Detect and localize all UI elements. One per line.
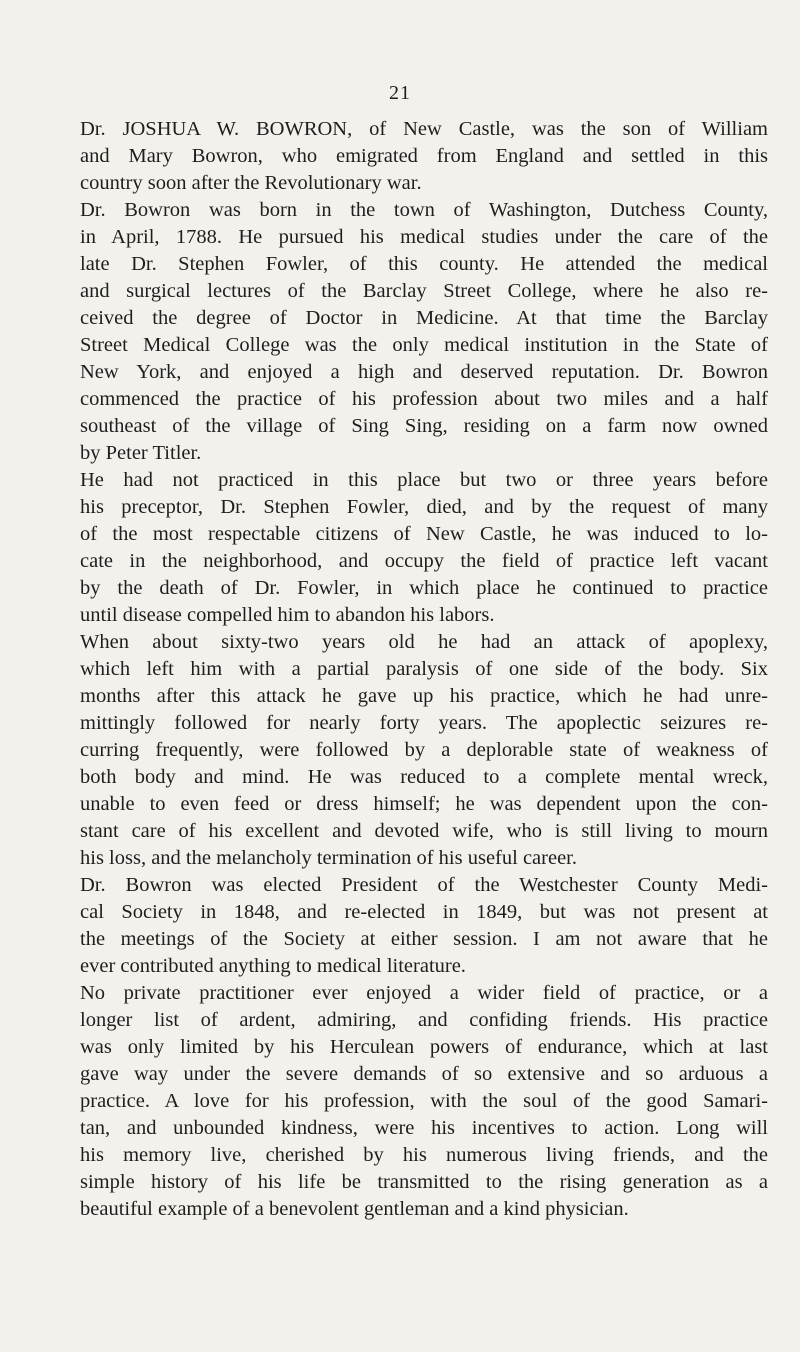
- text-line: Dr. Bowron was elected President of the Westchester County Medi-: [80, 874, 768, 896]
- text-line: simple history of his life be transmitted to the rising generation as a: [80, 1171, 768, 1193]
- text-line: by Peter Titler.: [80, 442, 202, 464]
- text-line: months after this attack he gave up his practice, which he had unre-: [80, 685, 768, 707]
- text-line: Dr. Bowron was born in the town of Washington, Dutchess County,: [80, 199, 768, 221]
- text-line: tan, and unbounded kindness, were his incentives to action. Long will: [80, 1117, 768, 1139]
- text-line: his memory live, cherished by his numerous living friends, and the: [80, 1144, 768, 1166]
- text-line: which left him with a partial paralysis of one side of the body. Six: [80, 658, 768, 680]
- text-line: cate in the neighborhood, and occupy the field of practice left vacant: [80, 550, 768, 572]
- text-line: commenced the practice of his profession about two miles and a half: [80, 388, 768, 410]
- text-line: the meetings of the Society at either session. I am not aware that he: [80, 928, 768, 950]
- text-line: longer list of ardent, admiring, and confiding friends. His practice: [80, 1009, 768, 1031]
- text-line: cal Society in 1848, and re-elected in 1849, but was not present at: [80, 901, 768, 923]
- text-line: stant care of his excellent and devoted wife, who is still living to mourn: [80, 820, 768, 842]
- text-line: curring frequently, were followed by a deplorable state of weakness of: [80, 739, 768, 761]
- text-line: of the most respectable citizens of New Castle, he was induced to lo-: [80, 523, 768, 545]
- text-line: Dr. JOSHUA W. BOWRON, of New Castle, was the son of William: [80, 118, 768, 140]
- text-line: late Dr. Stephen Fowler, of this county. He attended the medical: [80, 253, 768, 275]
- text-line: He had not practiced in this place but two or three years before: [80, 469, 768, 491]
- text-line: ceived the degree of Doctor in Medicine. At that time the Barclay: [80, 307, 768, 329]
- text-line: country soon after the Revolutionary war.: [80, 172, 422, 194]
- text-line: his preceptor, Dr. Stephen Fowler, died, and by the request of many: [80, 496, 768, 518]
- text-line: When about sixty-two years old he had an attack of apoplexy,: [80, 631, 768, 653]
- text-line: practice. A love for his profession, with the soul of the good Samari-: [80, 1090, 768, 1112]
- body-text: [80, 116, 768, 1223]
- text-line: Street Medical College was the only medical institution in the State of: [80, 334, 768, 356]
- text-line: his loss, and the melancholy termination of his useful career.: [80, 847, 577, 869]
- text-line: ever contributed anything to medical literature.: [80, 955, 466, 977]
- text-line: in April, 1788. He pursued his medical studies under the care of the: [80, 226, 768, 248]
- text-line: southeast of the village of Sing Sing, residing on a farm now owned: [80, 415, 768, 437]
- text-line: gave way under the severe demands of so extensive and so arduous a: [80, 1063, 768, 1085]
- text-line: unable to even feed or dress himself; he was dependent upon the con-: [80, 793, 768, 815]
- text-line: beautiful example of a benevolent gentleman and a kind physician.: [80, 1198, 629, 1220]
- text-line: New York, and enjoyed a high and deserved reputation. Dr. Bowron: [80, 361, 768, 383]
- text-line: was only limited by his Herculean powers of endurance, which at last: [80, 1036, 768, 1058]
- text-line: mittingly followed for nearly forty years. The apoplectic seizures re-: [80, 712, 768, 734]
- text-line: both body and mind. He was reduced to a complete mental wreck,: [80, 766, 768, 788]
- text-line: by the death of Dr. Fowler, in which place he continued to practice: [80, 577, 768, 599]
- text-line: and surgical lectures of the Barclay Street College, where he also re-: [80, 280, 768, 302]
- page-number: 21: [389, 82, 411, 104]
- text-line: until disease compelled him to abandon his labors.: [80, 604, 495, 626]
- text-line: and Mary Bowron, who emigrated from England and settled in this: [80, 145, 768, 167]
- text-line: No private practitioner ever enjoyed a wider field of practice, or a: [80, 982, 768, 1004]
